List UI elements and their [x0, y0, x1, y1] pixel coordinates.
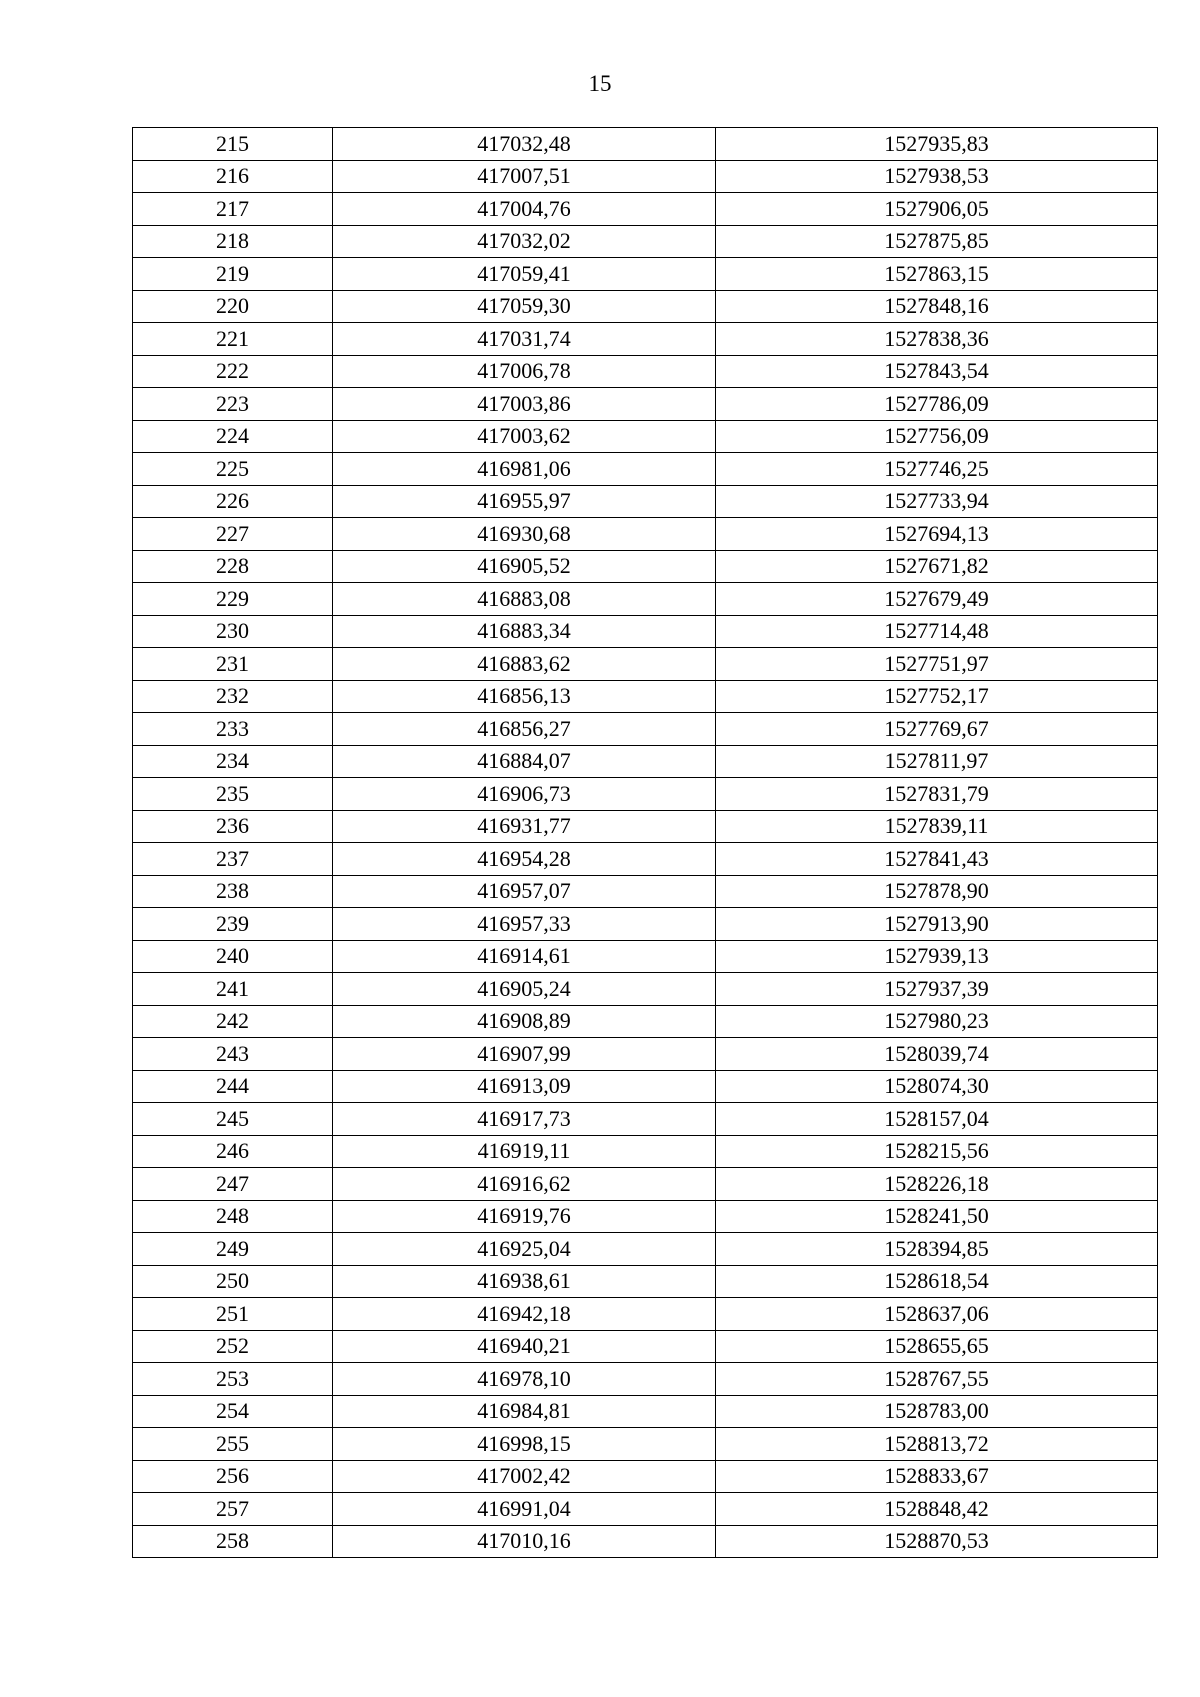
- x-coordinate-cell: 416917,73: [333, 1103, 716, 1136]
- y-coordinate-cell: 1527839,11: [716, 810, 1158, 843]
- table-row: [133, 745, 1158, 778]
- table-row: [133, 1428, 1158, 1461]
- y-coordinate-cell: 1528618,54: [716, 1265, 1158, 1298]
- y-coordinate-cell: 1527863,15: [716, 258, 1158, 291]
- x-coordinate-cell: 416919,11: [333, 1135, 716, 1168]
- x-coordinate-cell: 416978,10: [333, 1363, 716, 1396]
- table-row: [133, 680, 1158, 713]
- y-coordinate-cell: 1527843,54: [716, 355, 1158, 388]
- table-row: [133, 1265, 1158, 1298]
- y-coordinate-cell: 1527906,05: [716, 193, 1158, 226]
- point-number-cell: 241: [133, 973, 333, 1006]
- y-coordinate-cell: 1528783,00: [716, 1395, 1158, 1428]
- y-coordinate-cell: 1527679,49: [716, 583, 1158, 616]
- y-coordinate-cell: 1527752,17: [716, 680, 1158, 713]
- table-row: [133, 518, 1158, 551]
- table-row: [133, 973, 1158, 1006]
- table-row: [133, 258, 1158, 291]
- table-row: [133, 1038, 1158, 1071]
- x-coordinate-cell: 417006,78: [333, 355, 716, 388]
- point-number-cell: 236: [133, 810, 333, 843]
- y-coordinate-cell: 1527838,36: [716, 323, 1158, 356]
- x-coordinate-cell: 416925,04: [333, 1233, 716, 1266]
- table-row: [133, 778, 1158, 811]
- x-coordinate-cell: 416916,62: [333, 1168, 716, 1201]
- table-row: [133, 1460, 1158, 1493]
- x-coordinate-cell: 417059,30: [333, 290, 716, 323]
- y-coordinate-cell: 1527714,48: [716, 615, 1158, 648]
- y-coordinate-cell: 1527733,94: [716, 485, 1158, 518]
- x-coordinate-cell: 416942,18: [333, 1298, 716, 1331]
- x-coordinate-cell: 417007,51: [333, 160, 716, 193]
- coordinates-table: [132, 127, 1158, 1558]
- table-row: [133, 615, 1158, 648]
- table-row: [133, 128, 1158, 161]
- table-row: [133, 290, 1158, 323]
- table-row: [133, 485, 1158, 518]
- y-coordinate-cell: 1528655,65: [716, 1330, 1158, 1363]
- table-row: [133, 810, 1158, 843]
- x-coordinate-cell: 416913,09: [333, 1070, 716, 1103]
- table-row: [133, 908, 1158, 941]
- x-coordinate-cell: 416883,62: [333, 648, 716, 681]
- point-number-cell: 225: [133, 453, 333, 486]
- coordinates-table-body: [133, 128, 1158, 1558]
- y-coordinate-cell: 1528039,74: [716, 1038, 1158, 1071]
- table-row: [133, 713, 1158, 746]
- point-number-cell: 242: [133, 1005, 333, 1038]
- point-number-cell: 250: [133, 1265, 333, 1298]
- point-number-cell: 218: [133, 225, 333, 258]
- y-coordinate-cell: 1528833,67: [716, 1460, 1158, 1493]
- x-coordinate-cell: 416955,97: [333, 485, 716, 518]
- point-number-cell: 234: [133, 745, 333, 778]
- y-coordinate-cell: 1527875,85: [716, 225, 1158, 258]
- table-row: [133, 1298, 1158, 1331]
- y-coordinate-cell: 1528241,50: [716, 1200, 1158, 1233]
- x-coordinate-cell: 417004,76: [333, 193, 716, 226]
- y-coordinate-cell: 1527848,16: [716, 290, 1158, 323]
- x-coordinate-cell: 416957,33: [333, 908, 716, 941]
- point-number-cell: 230: [133, 615, 333, 648]
- x-coordinate-cell: 417010,16: [333, 1525, 716, 1558]
- x-coordinate-cell: 416914,61: [333, 940, 716, 973]
- x-coordinate-cell: 416884,07: [333, 745, 716, 778]
- x-coordinate-cell: 417002,42: [333, 1460, 716, 1493]
- x-coordinate-cell: 417003,62: [333, 420, 716, 453]
- point-number-cell: 239: [133, 908, 333, 941]
- y-coordinate-cell: 1527939,13: [716, 940, 1158, 973]
- point-number-cell: 229: [133, 583, 333, 616]
- point-number-cell: 228: [133, 550, 333, 583]
- point-number-cell: 235: [133, 778, 333, 811]
- y-coordinate-cell: 1528767,55: [716, 1363, 1158, 1396]
- y-coordinate-cell: 1527831,79: [716, 778, 1158, 811]
- x-coordinate-cell: 416905,52: [333, 550, 716, 583]
- x-coordinate-cell: 416906,73: [333, 778, 716, 811]
- point-number-cell: 215: [133, 128, 333, 161]
- x-coordinate-cell: 416919,76: [333, 1200, 716, 1233]
- x-coordinate-cell: 416931,77: [333, 810, 716, 843]
- table-row: [133, 1330, 1158, 1363]
- point-number-cell: 243: [133, 1038, 333, 1071]
- table-row: [133, 550, 1158, 583]
- table-row: [133, 843, 1158, 876]
- y-coordinate-cell: 1528870,53: [716, 1525, 1158, 1558]
- x-coordinate-cell: 416856,13: [333, 680, 716, 713]
- point-number-cell: 251: [133, 1298, 333, 1331]
- table-row: [133, 1135, 1158, 1168]
- y-coordinate-cell: 1527756,09: [716, 420, 1158, 453]
- point-number-cell: 222: [133, 355, 333, 388]
- x-coordinate-cell: 416981,06: [333, 453, 716, 486]
- table-row: [133, 193, 1158, 226]
- table-row: [133, 355, 1158, 388]
- y-coordinate-cell: 1528848,42: [716, 1493, 1158, 1526]
- table-row: [133, 1005, 1158, 1038]
- point-number-cell: 233: [133, 713, 333, 746]
- y-coordinate-cell: 1527913,90: [716, 908, 1158, 941]
- y-coordinate-cell: 1527671,82: [716, 550, 1158, 583]
- point-number-cell: 232: [133, 680, 333, 713]
- y-coordinate-cell: 1527980,23: [716, 1005, 1158, 1038]
- point-number-cell: 255: [133, 1428, 333, 1461]
- point-number-cell: 258: [133, 1525, 333, 1558]
- point-number-cell: 223: [133, 388, 333, 421]
- x-coordinate-cell: 416984,81: [333, 1395, 716, 1428]
- y-coordinate-cell: 1528074,30: [716, 1070, 1158, 1103]
- x-coordinate-cell: 417031,74: [333, 323, 716, 356]
- point-number-cell: 256: [133, 1460, 333, 1493]
- x-coordinate-cell: 416957,07: [333, 875, 716, 908]
- y-coordinate-cell: 1527751,97: [716, 648, 1158, 681]
- point-number-cell: 216: [133, 160, 333, 193]
- point-number-cell: 226: [133, 485, 333, 518]
- point-number-cell: 245: [133, 1103, 333, 1136]
- page-number: 15: [588, 71, 612, 96]
- x-coordinate-cell: 417032,02: [333, 225, 716, 258]
- table-row: [133, 1525, 1158, 1558]
- x-coordinate-cell: 416856,27: [333, 713, 716, 746]
- table-row: [133, 1395, 1158, 1428]
- x-coordinate-cell: 416938,61: [333, 1265, 716, 1298]
- table-row: [133, 583, 1158, 616]
- y-coordinate-cell: 1528157,04: [716, 1103, 1158, 1136]
- table-row: [133, 648, 1158, 681]
- point-number-cell: 257: [133, 1493, 333, 1526]
- point-number-cell: 247: [133, 1168, 333, 1201]
- x-coordinate-cell: 416998,15: [333, 1428, 716, 1461]
- x-coordinate-cell: 417032,48: [333, 128, 716, 161]
- point-number-cell: 227: [133, 518, 333, 551]
- y-coordinate-cell: 1527786,09: [716, 388, 1158, 421]
- point-number-cell: 217: [133, 193, 333, 226]
- table-row: [133, 225, 1158, 258]
- x-coordinate-cell: 416908,89: [333, 1005, 716, 1038]
- table-row: [133, 940, 1158, 973]
- point-number-cell: 231: [133, 648, 333, 681]
- table-row: [133, 1168, 1158, 1201]
- y-coordinate-cell: 1527841,43: [716, 843, 1158, 876]
- point-number-cell: 221: [133, 323, 333, 356]
- point-number-cell: 238: [133, 875, 333, 908]
- x-coordinate-cell: 416940,21: [333, 1330, 716, 1363]
- x-coordinate-cell: 417003,86: [333, 388, 716, 421]
- x-coordinate-cell: 416954,28: [333, 843, 716, 876]
- point-number-cell: 249: [133, 1233, 333, 1266]
- y-coordinate-cell: 1527878,90: [716, 875, 1158, 908]
- point-number-cell: 253: [133, 1363, 333, 1396]
- point-number-cell: 244: [133, 1070, 333, 1103]
- table-row: [133, 1363, 1158, 1396]
- y-coordinate-cell: 1527746,25: [716, 453, 1158, 486]
- point-number-cell: 219: [133, 258, 333, 291]
- y-coordinate-cell: 1528813,72: [716, 1428, 1158, 1461]
- point-number-cell: 248: [133, 1200, 333, 1233]
- x-coordinate-cell: 416907,99: [333, 1038, 716, 1071]
- table-row: [133, 160, 1158, 193]
- y-coordinate-cell: 1527935,83: [716, 128, 1158, 161]
- table-row: [133, 875, 1158, 908]
- y-coordinate-cell: 1527811,97: [716, 745, 1158, 778]
- point-number-cell: 254: [133, 1395, 333, 1428]
- x-coordinate-cell: 416991,04: [333, 1493, 716, 1526]
- y-coordinate-cell: 1527694,13: [716, 518, 1158, 551]
- point-number-cell: 246: [133, 1135, 333, 1168]
- x-coordinate-cell: 416930,68: [333, 518, 716, 551]
- y-coordinate-cell: 1528394,85: [716, 1233, 1158, 1266]
- point-number-cell: 252: [133, 1330, 333, 1363]
- y-coordinate-cell: 1528637,06: [716, 1298, 1158, 1331]
- point-number-cell: 240: [133, 940, 333, 973]
- table-row: [133, 1103, 1158, 1136]
- y-coordinate-cell: 1527769,67: [716, 713, 1158, 746]
- x-coordinate-cell: 417059,41: [333, 258, 716, 291]
- x-coordinate-cell: 416905,24: [333, 973, 716, 1006]
- point-number-cell: 224: [133, 420, 333, 453]
- y-coordinate-cell: 1528226,18: [716, 1168, 1158, 1201]
- point-number-cell: 220: [133, 290, 333, 323]
- y-coordinate-cell: 1527938,53: [716, 160, 1158, 193]
- point-number-cell: 237: [133, 843, 333, 876]
- table-row: [133, 1200, 1158, 1233]
- table-row: [133, 1070, 1158, 1103]
- table-row: [133, 323, 1158, 356]
- y-coordinate-cell: 1527937,39: [716, 973, 1158, 1006]
- table-row: [133, 453, 1158, 486]
- table-row: [133, 1493, 1158, 1526]
- x-coordinate-cell: 416883,34: [333, 615, 716, 648]
- y-coordinate-cell: 1528215,56: [716, 1135, 1158, 1168]
- table-row: [133, 420, 1158, 453]
- table-row: [133, 388, 1158, 421]
- table-row: [133, 1233, 1158, 1266]
- x-coordinate-cell: 416883,08: [333, 583, 716, 616]
